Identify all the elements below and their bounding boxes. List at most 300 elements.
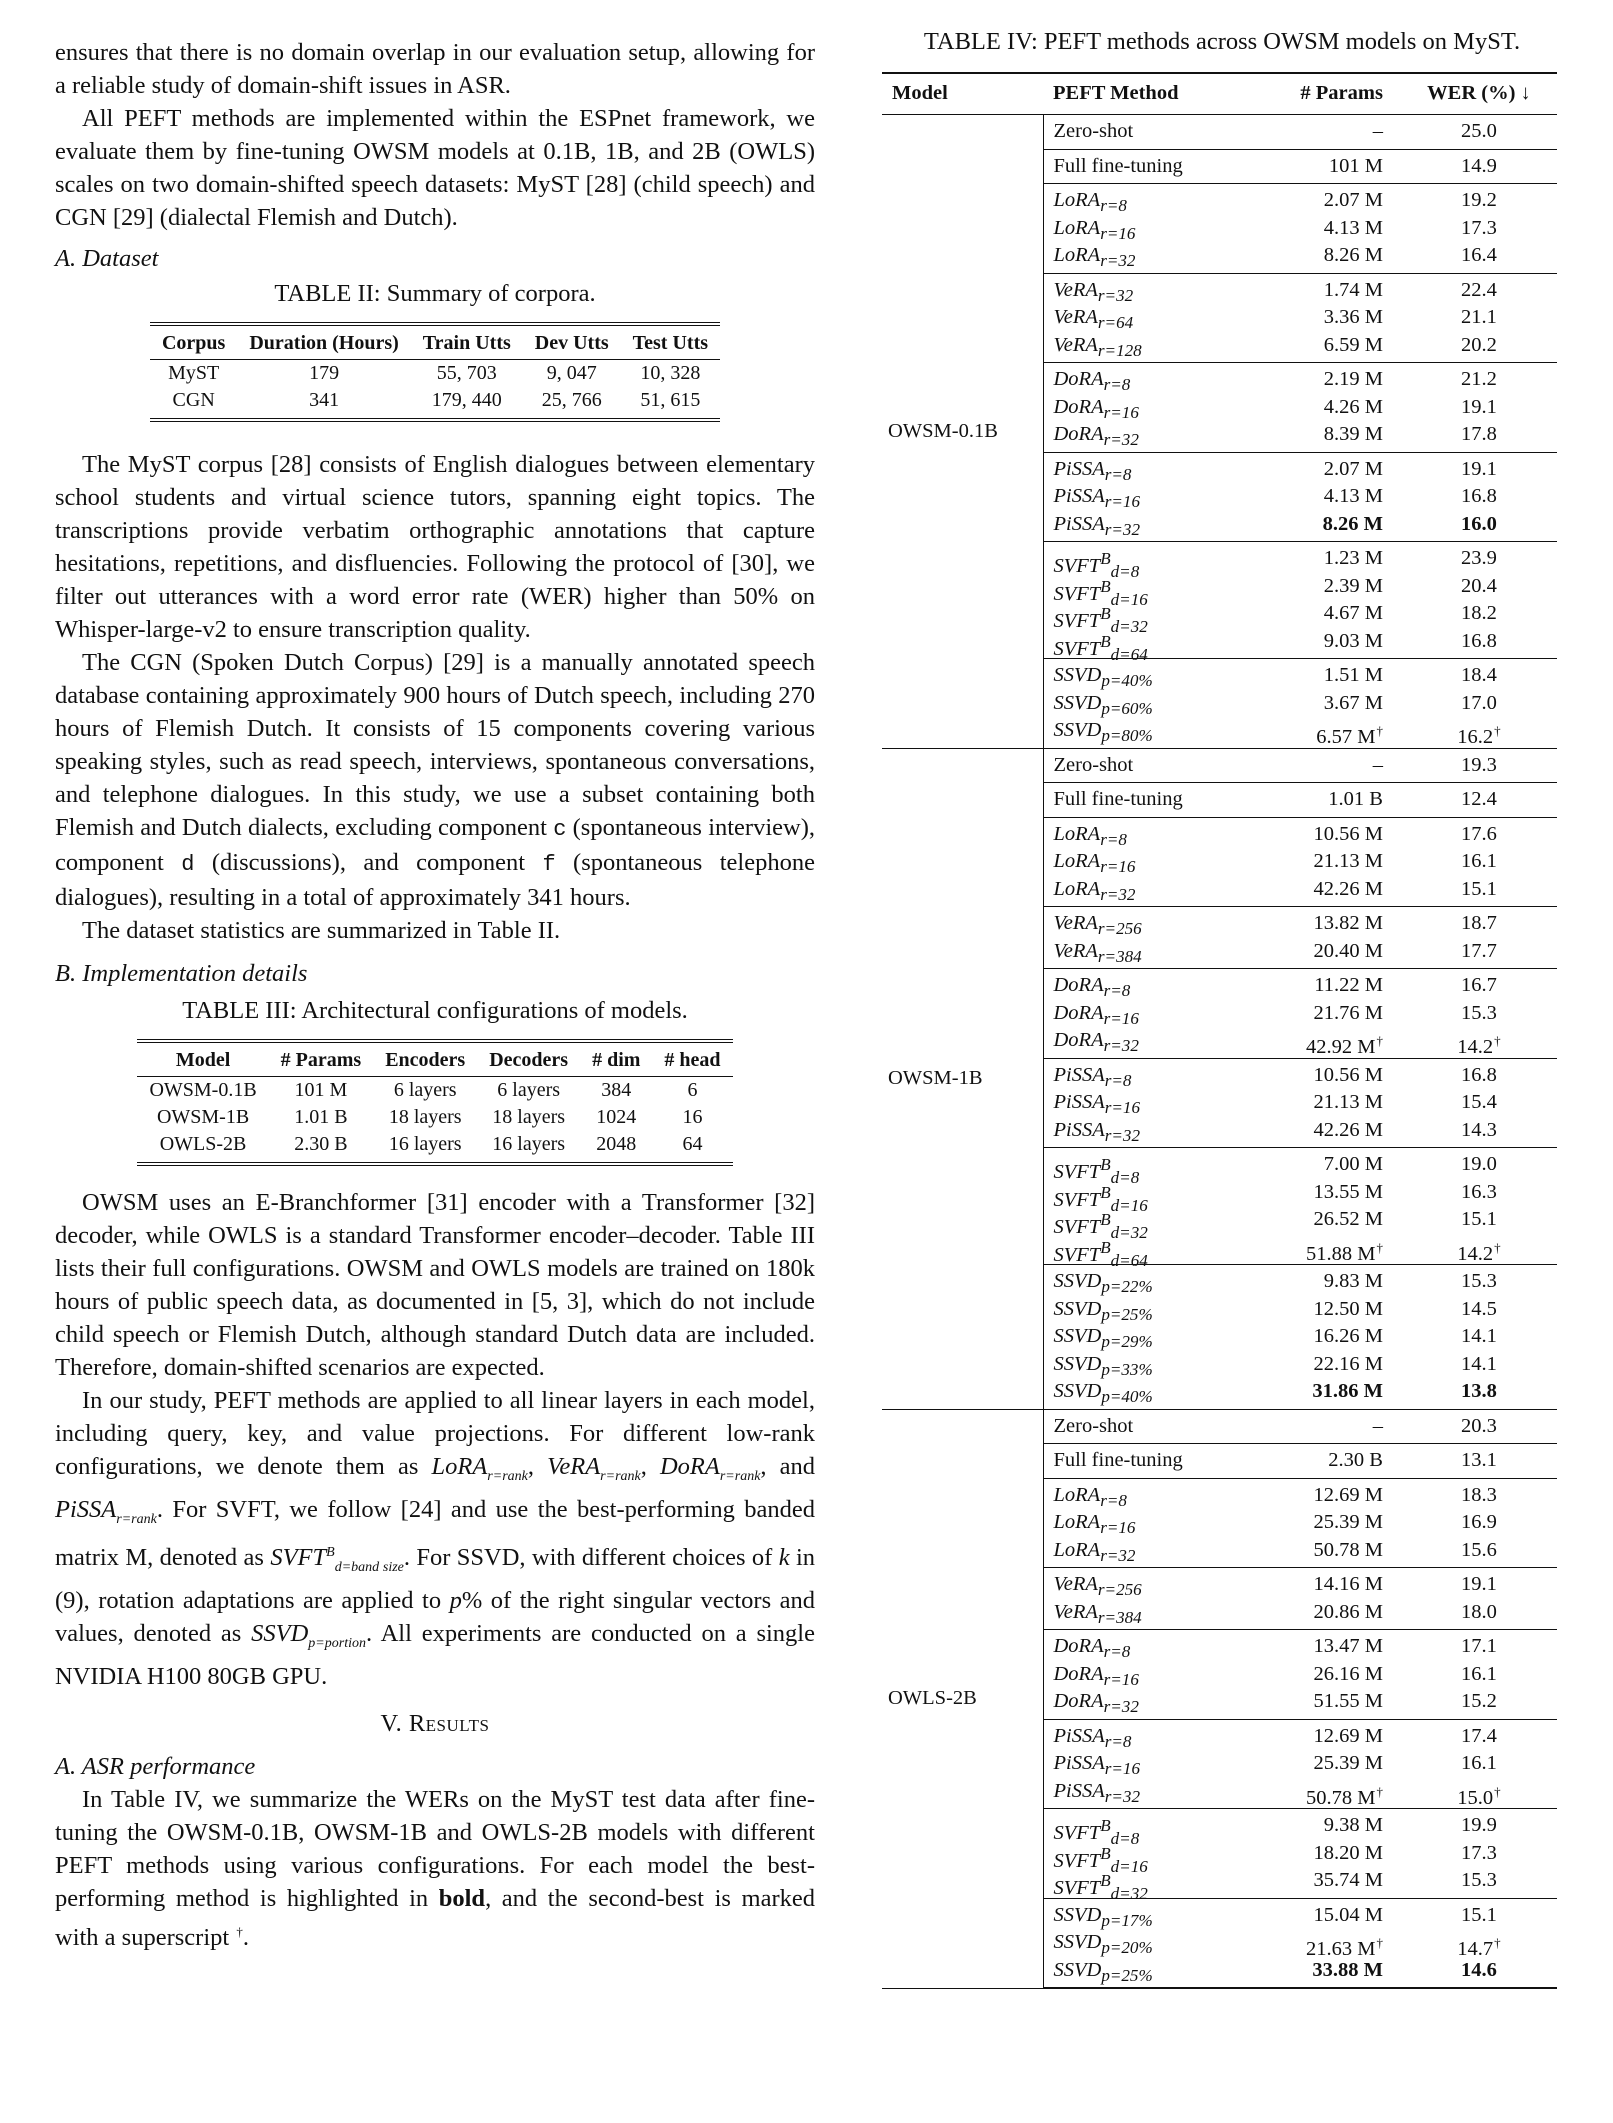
table4-params (1252, 366, 1383, 394)
table4-wer (1402, 1867, 1556, 1895)
wer-value: 15.3 (1461, 1869, 1497, 1891)
params-value: 8.26 M (1322, 512, 1383, 535)
table2-cell: 25, 766 (523, 387, 621, 420)
table4-method (1054, 1571, 1250, 1599)
params-value: 1.23 M (1323, 547, 1383, 569)
table3-header: Encoders (373, 1041, 477, 1077)
params-value: 21.76 M (1313, 1001, 1383, 1024)
table4-method-cell (1043, 1148, 1251, 1270)
method-name: DoRA (1053, 1001, 1104, 1024)
wer-value: 16.7 (1461, 974, 1497, 996)
table4-params (1252, 1778, 1383, 1809)
method-subscript: r=16 (1100, 857, 1136, 877)
table4-params-cell (1251, 115, 1401, 150)
second-best-dagger: † (1494, 1935, 1501, 1950)
wer-value: 17.0 (1461, 691, 1497, 714)
table4-wer (1402, 848, 1556, 876)
table4-wer-cell (1401, 1478, 1557, 1568)
params-value: 15.04 M (1313, 1903, 1383, 1926)
params-value: 2.30 B (1328, 1449, 1383, 1471)
table4-method (1053, 1840, 1250, 1876)
table4-wer-cell (1401, 1898, 1557, 1988)
wer-value: 15.4 (1461, 1091, 1497, 1113)
table4-method (1053, 600, 1250, 636)
table4-params-cell (1251, 907, 1401, 969)
table4-wer (1402, 1234, 1556, 1265)
table2-cell: CGN (150, 387, 237, 420)
table4-params (1252, 876, 1383, 904)
params-value: 4.67 M (1323, 602, 1383, 624)
table4-method (1054, 1296, 1250, 1324)
method-name: LoRA (1053, 877, 1101, 900)
method-name: VeRA (1053, 333, 1098, 356)
wer-value: 15.2 (1461, 1690, 1497, 1712)
table4-params (1252, 1509, 1383, 1537)
table4-params-cell (1251, 1568, 1401, 1630)
table4-wer (1402, 1902, 1556, 1930)
wer-value: 17.4 (1461, 1724, 1497, 1747)
table4-wer-cell (1401, 907, 1557, 969)
table4-params-cell (1251, 1478, 1401, 1568)
table2-cell: 179 (309, 362, 340, 384)
method-subscript: r=32 (1103, 1036, 1139, 1056)
params-value: – (1372, 120, 1383, 142)
table4-wer (1402, 821, 1556, 849)
table4-wer (1402, 1929, 1556, 1960)
table4-params-cell (1251, 1409, 1401, 1444)
table4-wer (1402, 153, 1556, 181)
table4-method-cell (1043, 542, 1251, 664)
table4-wer (1402, 1537, 1556, 1565)
table4-wer (1402, 938, 1556, 966)
table4-wer (1402, 662, 1556, 690)
table4-wer (1402, 573, 1556, 601)
table4-wer (1402, 1323, 1556, 1351)
table3-architectures (137, 1039, 732, 1166)
table4-method (1054, 972, 1250, 1000)
table3-cell: 16 (682, 1106, 703, 1128)
table4-params (1252, 277, 1383, 305)
method-name: DoRA (1053, 974, 1104, 996)
table4-params-cell (1251, 273, 1401, 363)
method-name: SVFT (1053, 1188, 1101, 1211)
params-value: 33.88 M (1312, 1958, 1383, 1981)
table4-header-method: PEFT Method (1043, 73, 1251, 115)
table4-method-cell (1043, 659, 1251, 749)
table4-method (1054, 1957, 1250, 1985)
table4-method (1054, 456, 1250, 484)
table3-cell: 18 layers (492, 1106, 566, 1128)
method-subscript: r=64 (1097, 313, 1134, 333)
wer-value: 16.4 (1461, 244, 1497, 266)
method-subscript: d=64 (1110, 1250, 1148, 1270)
method-superscript: B (1100, 576, 1111, 596)
table4-method (1054, 1482, 1250, 1510)
table4-wer (1402, 1633, 1556, 1661)
params-value: 3.36 M (1323, 306, 1383, 328)
method-subscript: p=80% (1101, 726, 1153, 746)
wer-value: 18.0 (1461, 1600, 1497, 1623)
table4-method (1053, 1179, 1250, 1215)
table4-wer-cell (1401, 1568, 1557, 1630)
method-name: LoRA (1053, 189, 1101, 211)
table4-method-cell (1043, 363, 1251, 453)
method-subscript: r=384 (1097, 1607, 1142, 1627)
table4-wer (1402, 1750, 1556, 1778)
table4-params-cell (1251, 1148, 1401, 1265)
table4-method: Zero-shot (1053, 753, 1134, 776)
table2-corpora (150, 322, 720, 422)
second-best-dagger: † (1376, 1783, 1383, 1799)
section-results-heading: V. Results (380, 1709, 490, 1737)
table4-params (1252, 1179, 1383, 1207)
table4-wer (1402, 187, 1556, 215)
table4-params (1252, 153, 1383, 181)
table3-cell: 1.01 B (294, 1106, 348, 1128)
table4-wer (1402, 1296, 1556, 1324)
method-subscript: p=20% (1101, 1938, 1153, 1958)
table4-params-cell (1251, 659, 1401, 749)
table3-cell: 2048 (580, 1131, 652, 1164)
method-name: LoRA (1053, 822, 1101, 845)
paragraph-peft-methods: All PEFT methods are implemented within the ESPnet framework, we evaluate them by fine-tuning OWSM models at 0.1B, 1B, and 2B (OWLS) scales on two domain-shifted speech datasets: MyST [28] (child speech) and CGN [29] (dialectal Flemish and Dutch). (55, 105, 815, 231)
table4-wer (1402, 1206, 1556, 1234)
table4-params (1252, 786, 1383, 814)
table3-cell: 64 (652, 1131, 732, 1164)
table4-method (1054, 1599, 1250, 1627)
table4-wer (1402, 1151, 1556, 1179)
table2-cell: 9, 047 (546, 362, 597, 384)
table4-method (1054, 1027, 1250, 1055)
table4-wer (1402, 1413, 1556, 1441)
method-subscript: r=16 (1100, 223, 1136, 243)
wer-value: 16.1 (1461, 850, 1497, 872)
params-value: 12.50 M (1313, 1297, 1383, 1320)
wer-value: 18.2 (1461, 602, 1497, 624)
method-name: SSVD (1053, 1325, 1102, 1347)
params-value: 4.13 M (1323, 485, 1383, 507)
params-value: 11.22 M (1314, 974, 1383, 996)
wer-value: 18.7 (1461, 912, 1497, 934)
method-subscript: r=32 (1103, 430, 1139, 450)
table4-wer-cell (1401, 817, 1557, 907)
table4-params (1252, 573, 1383, 601)
wer-value: 14.1 (1461, 1325, 1497, 1347)
params-value: 3.67 M (1323, 691, 1383, 714)
table4-wer (1402, 456, 1556, 484)
method-name: SSVD (1053, 664, 1102, 686)
params-value: 2.07 M (1323, 189, 1383, 211)
params-value: 8.39 M (1323, 423, 1383, 445)
wer-value: 15.3 (1461, 1270, 1497, 1292)
method-name: SSVD (1053, 1958, 1102, 1981)
table4-method (1054, 1351, 1250, 1379)
table4-method (1054, 1723, 1250, 1751)
table4-params-cell (1251, 452, 1401, 542)
table4-method-cell (1043, 1809, 1251, 1903)
wer-value: 14.6 (1461, 1958, 1497, 1981)
table2-header: Duration (Hours) (237, 324, 410, 360)
method-subscript: r=32 (1104, 519, 1140, 539)
wer-value: 14.3 (1461, 1118, 1497, 1141)
method-subscript: r=16 (1103, 1669, 1139, 1689)
table4-params (1252, 1661, 1383, 1689)
paragraph-cgn: The CGN (Spoken Dutch Corpus) [29] is a manually annotated speech database containing approximately 900 hours of Dutch speech, including 270 hours of Flemish Dutch. It consists of 15 components covering various speaking styles, such as read speech, interviews, spontaneous conversations, and telephone dialogues. In this study, we use a subset containing both Flemish and Dutch dialects, excluding component c (spontaneous interview), component d (discussions), and component f (spontaneous telephone dialogues), resulting in a total of approximately 341 hours. (55, 649, 815, 911)
table2-cell: 51, 615 (621, 387, 720, 420)
table3-cell: OWSM-0.1B (149, 1079, 257, 1101)
params-value: 4.13 M (1323, 216, 1383, 239)
table4-params (1252, 1537, 1383, 1565)
table4-params (1252, 1378, 1383, 1406)
table3-caption: TABLE III: Architectural configurations of models. (182, 997, 688, 1024)
wer-value: 20.4 (1461, 574, 1497, 597)
table4-wer-cell (1401, 659, 1557, 749)
params-value: 13.82 M (1313, 912, 1383, 934)
params-value: 8.26 M (1323, 244, 1383, 266)
params-value: 26.52 M (1313, 1208, 1383, 1230)
table4-method (1053, 628, 1250, 664)
params-value: 42.26 M (1313, 1118, 1383, 1141)
table4-wer-cell (1401, 783, 1557, 818)
table4-method (1054, 717, 1250, 745)
method-superscript: B (1100, 1237, 1111, 1257)
params-value: 31.86 M (1312, 1380, 1383, 1402)
wer-value: 19.2 (1461, 189, 1497, 211)
table4-wer (1402, 752, 1556, 780)
table4-method (1054, 821, 1250, 849)
wer-value: 15.1 (1461, 877, 1497, 900)
method-subscript: r=16 (1103, 402, 1139, 422)
table4-wer (1402, 118, 1556, 146)
method-name: SVFT (1053, 1876, 1101, 1899)
method-subscript: r=32 (1103, 1697, 1139, 1717)
table4-params-cell (1251, 542, 1401, 659)
wer-value: 15.3 (1461, 1001, 1497, 1024)
table4-wer (1402, 545, 1556, 573)
table4-params (1252, 1296, 1383, 1324)
subsection-dataset-heading: A. Dataset (55, 245, 159, 272)
table3-cell: 2.30 B (269, 1131, 374, 1164)
table4-params (1252, 1000, 1383, 1028)
wer-value: 15.6 (1461, 1538, 1497, 1561)
table2-cell: 341 (237, 387, 410, 420)
table4-wer-cell (1401, 1809, 1557, 1899)
params-value: 35.74 M (1313, 1869, 1383, 1891)
params-value: 51.55 M (1313, 1690, 1383, 1712)
table4-wer (1402, 1378, 1556, 1406)
table4-wer (1402, 1661, 1556, 1689)
params-value: 1.51 M (1323, 664, 1383, 686)
method-name: SVFT (1053, 1215, 1101, 1238)
table4-wer (1402, 242, 1556, 270)
table4-method-cell (1043, 1444, 1251, 1479)
method-name: PiSSA (1053, 1118, 1105, 1141)
method-subscript: d=8 (1110, 1167, 1140, 1187)
table4-wer (1402, 1027, 1556, 1058)
table4-wer (1402, 600, 1556, 628)
table-row (150, 387, 720, 420)
method-subscript: d=32 (1110, 616, 1148, 636)
wer-value: 17.6 (1461, 822, 1497, 845)
table4-wer (1402, 1268, 1556, 1296)
params-value: 42.26 M (1313, 877, 1383, 900)
method-name: PiSSA (1053, 1752, 1105, 1774)
second-best-dagger: † (1494, 1783, 1501, 1799)
paragraph-myst: The MyST corpus [28] consists of English dialogues between elementary school students and virtual science tutors, spanning eight topics. The transcriptions provide verbatim orthographic annotations that capture hesitations, repetitions, and disfluencies. Following the protocol of [30], we filter out utterances with a word error rate (WER) higher than 50% on Whisper-large-v2 to ensure transcription quality. (55, 451, 815, 643)
table4-params-cell (1251, 184, 1401, 274)
table4-params (1252, 304, 1383, 332)
table4-method: Zero-shot (1053, 120, 1134, 142)
wer-value: 16.1 (1461, 1662, 1497, 1685)
table4-method (1054, 1509, 1250, 1537)
method-subscript: r=8 (1100, 1490, 1127, 1510)
table4-method-cell (1043, 1058, 1251, 1148)
table4-params (1252, 242, 1383, 270)
table4-method-cell (1043, 1568, 1251, 1630)
params-value: 10.56 M (1313, 1063, 1383, 1086)
paragraph-intro-continued: ensures that there is no domain overlap in our evaluation setup, allowing for a reliable study of domain-shift issues in ASR. (55, 39, 815, 99)
table4-method (1054, 1117, 1250, 1145)
subsection-asr-performance-heading: A. ASR performance (55, 1752, 256, 1780)
method-name: PiSSA (1053, 1091, 1105, 1113)
table4-wer-cell (1401, 149, 1557, 184)
table4-wer (1402, 332, 1556, 360)
wer-value: 16.8 (1461, 1063, 1497, 1086)
method-superscript: B (1100, 1871, 1111, 1890)
paragraph-peft-notation: In our study, PEFT methods are applied to all linear layers in each model, including query, key, and value projections. For different low-rank configurations, we denote them as LoRA$_{r=rank}$, VeRA$_{r=rank}$, DoRA$_{r=rank}$, and PiSSA$_{r=rank}$. For SVFT, we follow [24] and use the best-performing banded matrix M, denoted as $SVFT^B_{d=band size}$. For SSVD, with different choices of k in (9), rotation adaptations are applied to p% of the right singular vectors and values, denoted as $SSVD_{p=portion}$. All experiments are conducted on a single NVIDIA H100 80GB GPU. (55, 1387, 816, 1690)
table4-method: Full fine-tuning (1053, 788, 1183, 810)
table4-method-cell (1043, 748, 1251, 783)
params-value: 2.19 M (1323, 368, 1383, 390)
table4-params-cell (1251, 1630, 1401, 1720)
method-name: DoRA (1053, 1029, 1104, 1051)
table4-method (1054, 187, 1250, 215)
table4-method-cell (1043, 1630, 1251, 1720)
wer-value: 17.3 (1461, 216, 1497, 239)
method-superscript: B (1100, 1210, 1111, 1229)
method-superscript: B (1100, 1182, 1111, 1202)
table4-method-cell (1043, 783, 1251, 818)
table4-params-cell (1251, 1265, 1401, 1410)
table4-method (1054, 421, 1250, 449)
table4-params (1252, 1599, 1383, 1627)
table4-params (1252, 1117, 1383, 1145)
method-name: VeRA (1053, 939, 1098, 962)
params-value: 20.40 M (1313, 939, 1383, 962)
method-name: PiSSA (1053, 512, 1105, 535)
table4-method: Zero-shot (1053, 1414, 1134, 1437)
method-subscript: r=8 (1104, 1731, 1132, 1751)
table4-wer (1402, 1482, 1556, 1510)
table4-params (1252, 1750, 1383, 1778)
method-subscript: d=32 (1110, 1883, 1148, 1903)
table4-params (1252, 628, 1383, 656)
table4-method (1054, 304, 1250, 332)
wer-value: 22.4 (1461, 278, 1497, 301)
wer-value: 19.9 (1461, 1814, 1497, 1836)
table4-params (1252, 690, 1383, 718)
table4-wer (1402, 1000, 1556, 1028)
method-name: LoRA (1053, 1511, 1101, 1533)
wer-value: 14.7 (1457, 1937, 1494, 1960)
table4-header-model: Model (882, 73, 1043, 115)
method-superscript: B (1100, 1816, 1111, 1835)
table4-method (1054, 215, 1250, 243)
method-name: LoRA (1053, 1538, 1101, 1561)
table4-wer (1402, 690, 1556, 718)
method-name: SVFT (1053, 609, 1101, 632)
method-subscript: p=22% (1101, 1277, 1153, 1297)
table4-params (1252, 1840, 1383, 1868)
table3-cell: 6 layers (393, 1079, 457, 1101)
method-subscript: r=8 (1103, 375, 1131, 395)
params-value: 13.47 M (1313, 1635, 1383, 1657)
method-name: SSVD (1053, 1352, 1102, 1375)
wer-value: 14.2 (1457, 1035, 1494, 1058)
method-name: SSVD (1053, 1380, 1102, 1402)
table4-wer (1402, 1723, 1556, 1751)
table4-params (1252, 1688, 1383, 1716)
table4-method-cell (1043, 817, 1251, 907)
wer-value: 15.1 (1461, 1903, 1497, 1926)
params-value: 26.16 M (1313, 1662, 1383, 1685)
table4-method (1054, 1661, 1250, 1689)
table4-method (1054, 366, 1250, 394)
table4-method-cell (1043, 115, 1251, 150)
table4-method (1054, 1688, 1250, 1716)
table4-method (1054, 1000, 1250, 1028)
params-value: 16.26 M (1313, 1325, 1383, 1347)
table4-wer (1402, 1089, 1556, 1117)
table4-params (1252, 910, 1383, 938)
wer-value: 19.0 (1461, 1153, 1497, 1175)
table4-params (1252, 215, 1383, 243)
wer-value: 20.2 (1461, 333, 1497, 356)
table4-wer-cell (1401, 273, 1557, 363)
method-subscript: r=32 (1100, 884, 1136, 904)
table4-params (1252, 1482, 1383, 1510)
table4-peft-results (882, 72, 1557, 1989)
method-subscript: d=16 (1110, 1856, 1148, 1876)
paragraph-architectures: OWSM uses an E-Branchformer [31] encoder with a Transformer [32] decoder, while OWLS is a standard Transformer encoder–decoder. Table III lists their full configurations. OWSM and OWLS models are trained on 180k hours of public speech data, as documented in [5, 3], which do not include child speech or Flemish Dutch, although standard Dutch data are included. Therefore, domain-shifted scenarios are expected. (55, 1189, 815, 1381)
wer-value: 18.3 (1461, 1483, 1497, 1506)
table4-wer (1402, 421, 1556, 449)
table3-header: Decoders (477, 1041, 580, 1077)
table4-params (1252, 421, 1383, 449)
table4-wer (1402, 717, 1556, 748)
table4-method (1054, 394, 1250, 422)
method-subscript: r=16 (1100, 1518, 1136, 1538)
table4-method (1053, 1234, 1250, 1270)
table2-header: Dev Utts (523, 324, 621, 360)
params-value: 18.20 M (1313, 1841, 1383, 1864)
table4-method (1053, 1812, 1250, 1848)
wer-value: 19.1 (1461, 1573, 1497, 1595)
table4-method: Full fine-tuning (1053, 1449, 1183, 1471)
wer-value: 16.8 (1461, 485, 1497, 507)
wer-value: 14.9 (1461, 154, 1497, 177)
table4-wer-cell (1401, 115, 1557, 150)
table4-params-cell (1251, 783, 1401, 818)
params-value: 51.88 M (1305, 1242, 1376, 1265)
params-value: 25.39 M (1313, 1511, 1383, 1533)
table4-wer (1402, 1957, 1556, 1985)
table3-header: # head (652, 1041, 732, 1077)
wer-value: 19.3 (1461, 753, 1497, 776)
table4-wer-cell (1401, 452, 1557, 542)
wer-value: 16.0 (1461, 512, 1497, 535)
params-value: 7.00 M (1323, 1153, 1383, 1175)
